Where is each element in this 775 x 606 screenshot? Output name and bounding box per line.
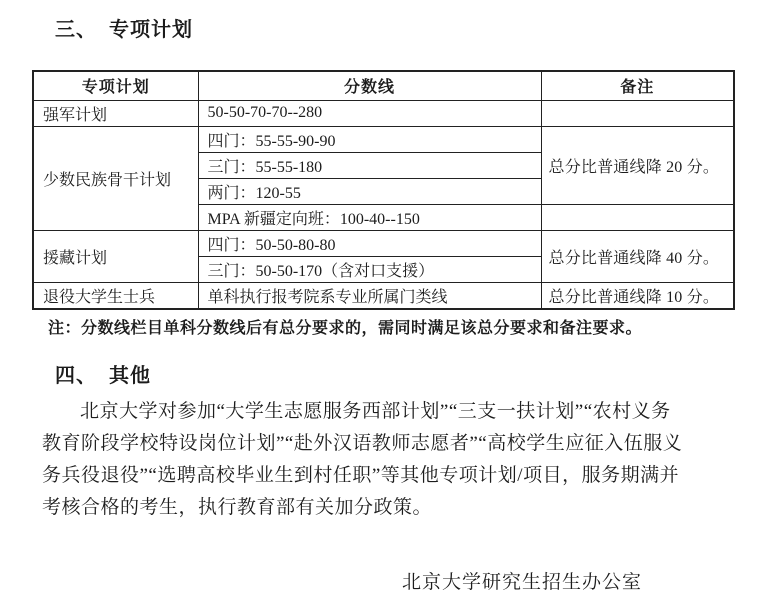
signature-text: 北京大学研究生招生办公室: [402, 571, 643, 593]
plan-cell-qiangjun: 强军计划: [33, 100, 198, 126]
section-3-number: 三、: [55, 19, 97, 41]
col-header-remark: 备注: [541, 71, 734, 100]
paragraph-line: 务兵役退役”“选聘高校毕业生到村任职”等其他专项计划/项目，服务期满并: [42, 464, 680, 486]
score-cell-minority-mpa: MPA 新疆定向班：100-40--150: [198, 204, 541, 230]
table-row: [33, 230, 734, 256]
plan-cell-minority: 少数民族骨干计划: [33, 126, 198, 230]
table-row: [33, 282, 734, 309]
other-plans-paragraph: [0, 396, 775, 524]
score-cell-minority-3: 三门：55-55-180: [198, 152, 541, 178]
paragraph-line: 北京大学对参加“大学生志愿服务西部计划”“三支一扶计划”“农村义务: [80, 400, 671, 422]
section-3-title: 专项计划: [109, 19, 193, 41]
score-cell-yuanzang-3: 三门：50-50-170（含对口支援）: [198, 256, 541, 282]
section-3-heading: [55, 18, 775, 42]
score-cell-minority-2: 两门：120-55: [198, 178, 541, 204]
plan-cell-tuiyi: 退役大学生士兵: [33, 282, 198, 309]
table-row: [33, 100, 734, 126]
score-cell-tuiyi: 单科执行报考院系专业所属门类线: [198, 282, 541, 309]
remark-cell-minority: 总分比普通线降 20 分。: [541, 126, 734, 204]
score-cell-qiangjun: 50-50-70-70--280: [198, 100, 541, 126]
section-4-number: 四、: [55, 364, 97, 387]
paragraph-line: 教育阶段学校特设岗位计划”“赴外汉语教师志愿者”“高校学生应征入伍服义: [42, 432, 683, 454]
col-header-plan: 专项计划: [33, 71, 198, 100]
remark-cell-yuanzang: 总分比普通线降 40 分。: [541, 230, 734, 282]
remark-cell-qiangjun: [541, 100, 734, 126]
special-plans-table: [32, 70, 735, 310]
score-cell-minority-4: 四门：55-55-90-90: [198, 126, 541, 152]
section-4-heading: [55, 364, 775, 388]
remark-cell-tuiyi: 总分比普通线降 10 分。: [541, 282, 734, 309]
section-4-title: 其他: [109, 364, 151, 387]
plan-cell-yuanzang: 援藏计划: [33, 230, 198, 282]
table-header-row: [33, 71, 734, 100]
remark-cell-minority-mpa: [541, 204, 734, 230]
table-row: [33, 126, 734, 152]
table-note: 注：分数线栏目单科分数线后有总分要求的，需同时满足该总分要求和备注要求。: [48, 319, 643, 337]
col-header-score: 分数线: [198, 71, 541, 100]
score-cell-yuanzang-4: 四门：50-50-80-80: [198, 230, 541, 256]
paragraph-line: 考核合格的考生，执行教育部有关加分政策。: [42, 496, 433, 518]
